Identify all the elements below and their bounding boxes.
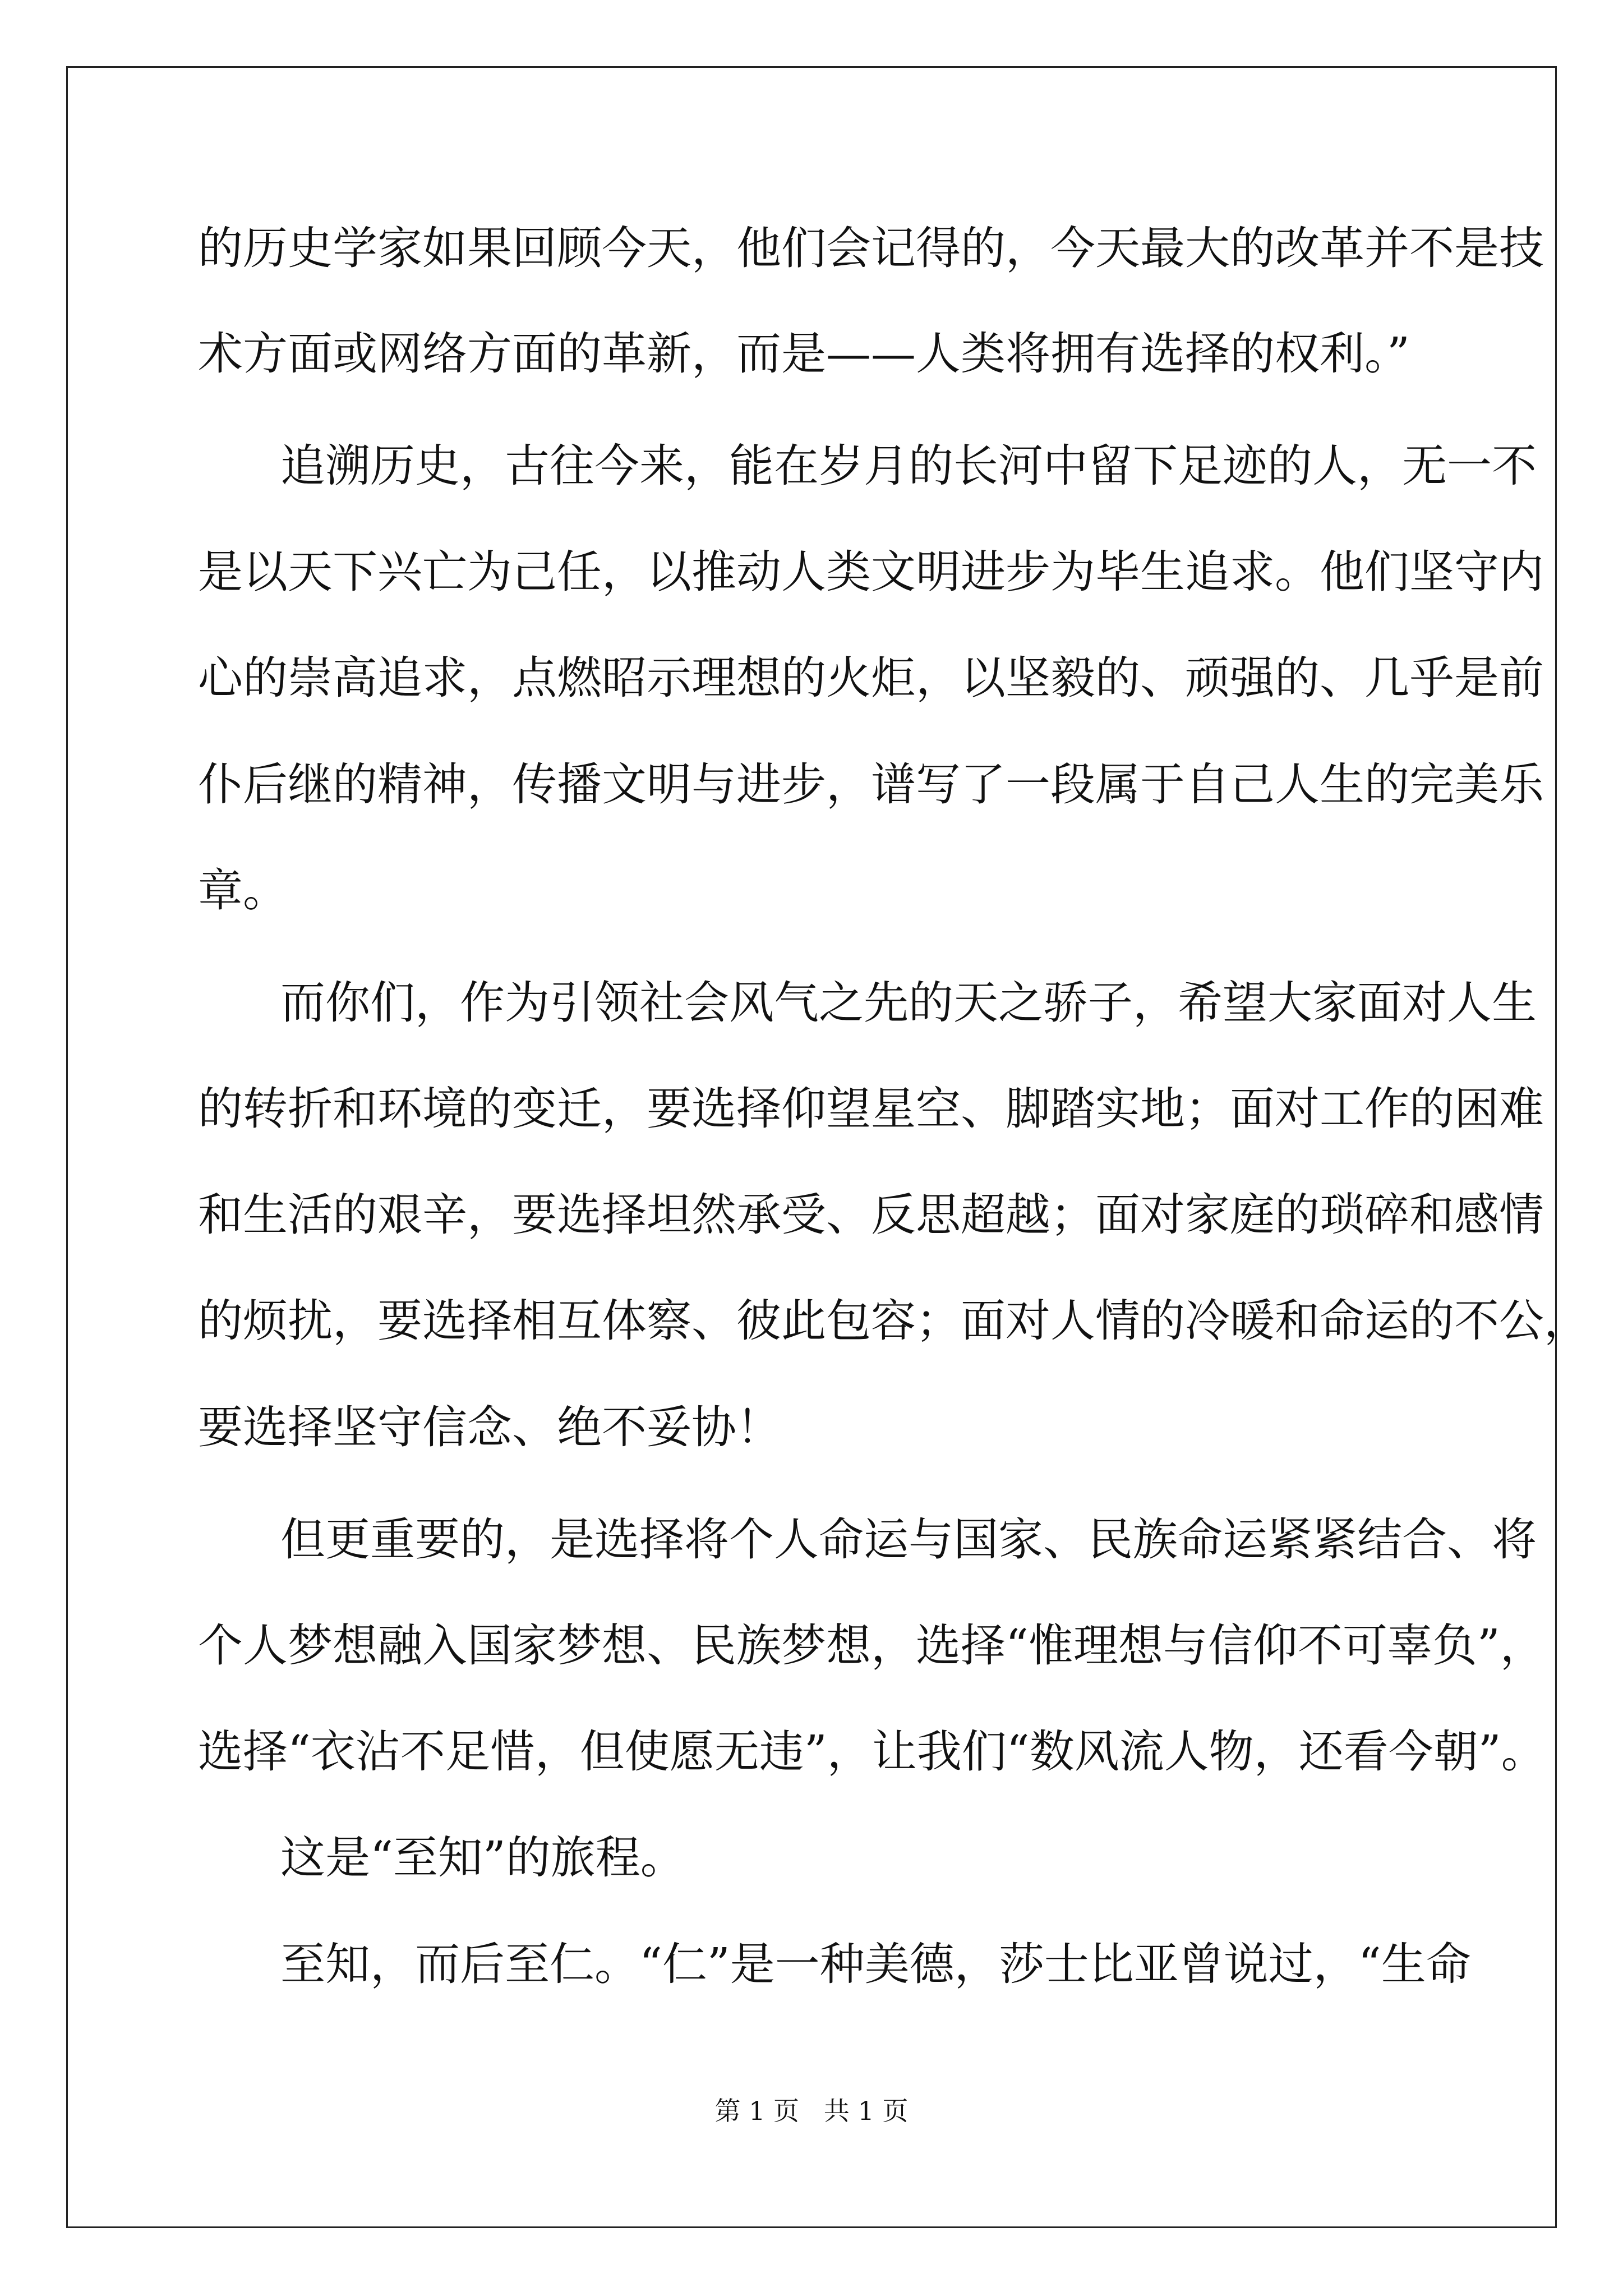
paragraph-start-line: 至知，而后至仁。“仁”是一种美德，莎士比亚曾说过，“生命 [280,1938,1471,1990]
text-line: 是以天下兴亡为己任，以推动人类文明进步为毕生追求。他们坚守内 [198,546,1544,598]
text-line: 的烦扰，要选择相互体察、彼此包容；面对人情的冷暖和命运的不公， [198,1295,1589,1347]
text-line: 术方面或网络方面的革新，而是——人类将拥有选择的权利。” [198,328,1410,380]
text-line: 个人梦想融入国家梦想、民族梦想，选择“惟理想与信仰不可辜负”， [198,1619,1545,1672]
paragraph-start-line: 但更重要的，是选择将个人命运与国家、民族命运紧紧结合、将 [280,1513,1537,1566]
text-line: 心的崇高追求，点燃昭示理想的火炬，以坚毅的、顽强的、几乎是前 [198,652,1544,704]
text-line: 的转折和环境的变迁，要选择仰望星空、脚踏实地；面对工作的困难 [198,1083,1544,1135]
paragraph-start-line: 而你们，作为引领社会风气之先的天之骄子，希望大家面对人生 [280,977,1537,1029]
text-line: 仆后继的精神，传播文明与进步，谱写了一段属于自己人生的完美乐 [198,758,1544,811]
text-line: 的历史学家如果回顾今天，他们会记得的，今天最大的改革并不是技 [198,222,1544,274]
paragraph-start-line: 这是“至知”的旅程。 [280,1832,685,1884]
paragraph-start-line: 追溯历史，古往今来，能在岁月的长河中留下足迹的人，无一不 [280,440,1537,492]
page-border [66,66,1557,2228]
text-line: 章。 [198,864,288,917]
page-number-footer: 第 1 页 共 1 页 [714,2096,909,2126]
text-line: 要选择坚守信念、绝不妥协！ [198,1401,781,1453]
text-line: 选择“衣沾不足惜，但使愿无违”，让我们“数风流人物，还看今朝”。 [198,1726,1546,1778]
text-line: 和生活的艰辛，要选择坦然承受、反思超越；面对家庭的琐碎和感情 [198,1189,1544,1241]
